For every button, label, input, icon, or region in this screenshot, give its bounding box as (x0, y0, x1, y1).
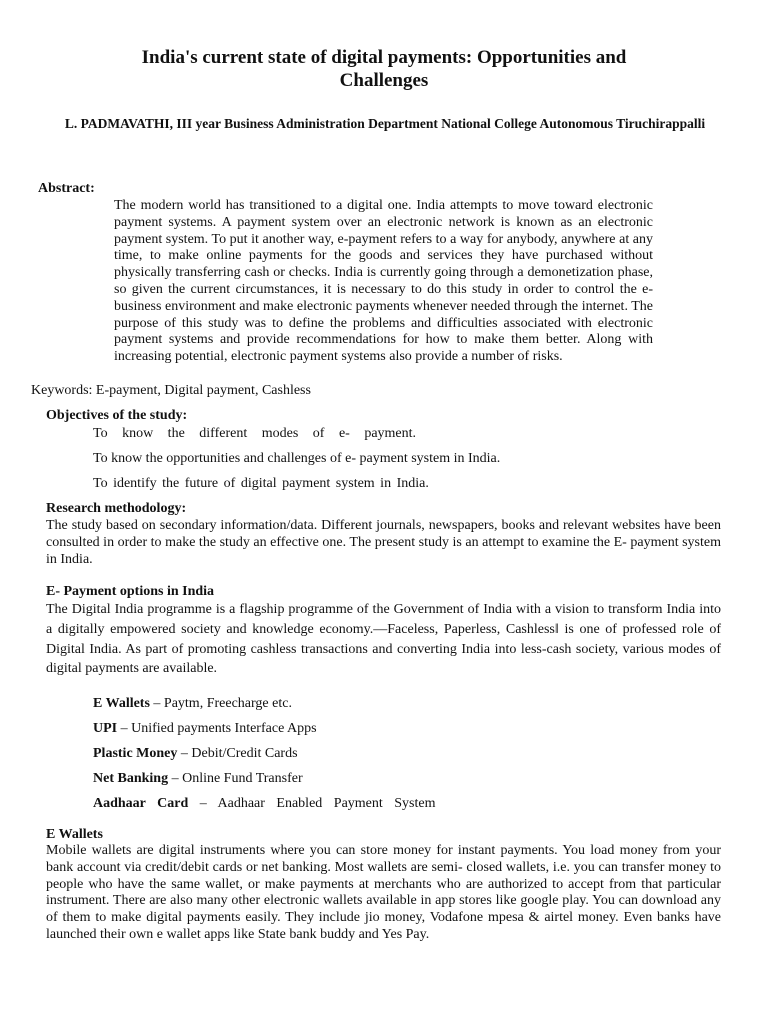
objective-item: To identify the future of digital payment system in India. (93, 476, 429, 491)
epayment-text: The Digital India programme is a flagship programme of the Government of India with a vision to transform India into a digitally empowered society and knowledge economy.―Faceless, Paperless, Cashless‖ is one of professed role of Digital India. As part of promoting cashless transactions and converting India into less-cash society, various modes of digital payments are available. (46, 602, 721, 677)
abstract-text: The modern world has transitioned to a digital one. India attempts to move toward electronic payment systems. A payment system over an electronic network is known as an electronic payment system. To put it another way, e-payment refers to a way for anybody, anywhere at any time, to make online payments for the goods and services they have purchased without physically transferring cash or checks. India is currently going through a demonetization phase, so given the current circumstances, it is necessary to do this study in order to control the e-business environment and make electronic payments whenever needed through the internet. The purpose of this study was to define the problems and difficulties associated with electronic payment systems and provide recommendations for how to make them better. Along with increasing potential, electronic payment systems also provide a number of risks. (114, 198, 653, 365)
option-term: Aadhaar Card (93, 796, 189, 811)
abstract-heading: Abstract: (38, 181, 95, 196)
keywords: Keywords: E-payment, Digital payment, Cashless (31, 383, 311, 398)
methodology-text: The study based on secondary information/data. Different journals, newspapers, books and relevant websites have been consulted in order to make the study an effective one. The present study is an attempt to examine the E- payment system in India. (46, 518, 721, 567)
payment-option (93, 721, 317, 737)
ewallets-heading: E Wallets (46, 827, 103, 842)
option-desc: – Unified payments Interface Apps (117, 721, 317, 736)
option-term: UPI (93, 721, 118, 736)
author-line: L. PADMAVATHI, III year Business Administration Department National College Autonomous Tiruchirappalli (64, 116, 706, 131)
payment-option (93, 796, 436, 812)
payment-option (93, 696, 292, 712)
option-term: Plastic Money (93, 746, 178, 761)
epayment-heading: E- Payment options in India (46, 584, 215, 599)
option-desc: – Debit/Credit Cards (177, 746, 298, 761)
option-desc: – Aadhaar Enabled Payment System (188, 796, 436, 811)
methodology-heading: Research methodology: (46, 501, 187, 516)
option-desc: – Online Fund Transfer (168, 771, 303, 786)
objective-item: To know the opportunities and challenges of e- payment system in India. (93, 451, 501, 466)
objectives-heading: Objectives of the study: (46, 408, 188, 423)
option-term: E Wallets (93, 696, 150, 711)
paper-title: India's current state of digital payments: Opportunities and Challenges (141, 47, 627, 91)
option-term: Net Banking (93, 771, 169, 786)
option-desc: – Paytm, Freecharge etc. (149, 696, 292, 711)
payment-option (93, 771, 303, 787)
ewallets-text: Mobile wallets are digital instruments where you can store money for instant payments. You load money from your bank account via credit/debit cards or net banking. Most wallets are semi- closed wallets, i.e. you can transfer money to people who have the same wallet, or make payments at merchants who are authorized to accept from that particular instrument. There are also many other electronic wallets available in app stores like google play. You can download any of them to make digital payments easily. They include jio money, Vodafone mpesa & airtel money. Even banks have launched their own e wallet apps like State bank buddy and Yes Pay. (46, 843, 721, 942)
payment-option (93, 746, 298, 762)
objective-item: To know the different modes of e- payment. (93, 426, 417, 441)
